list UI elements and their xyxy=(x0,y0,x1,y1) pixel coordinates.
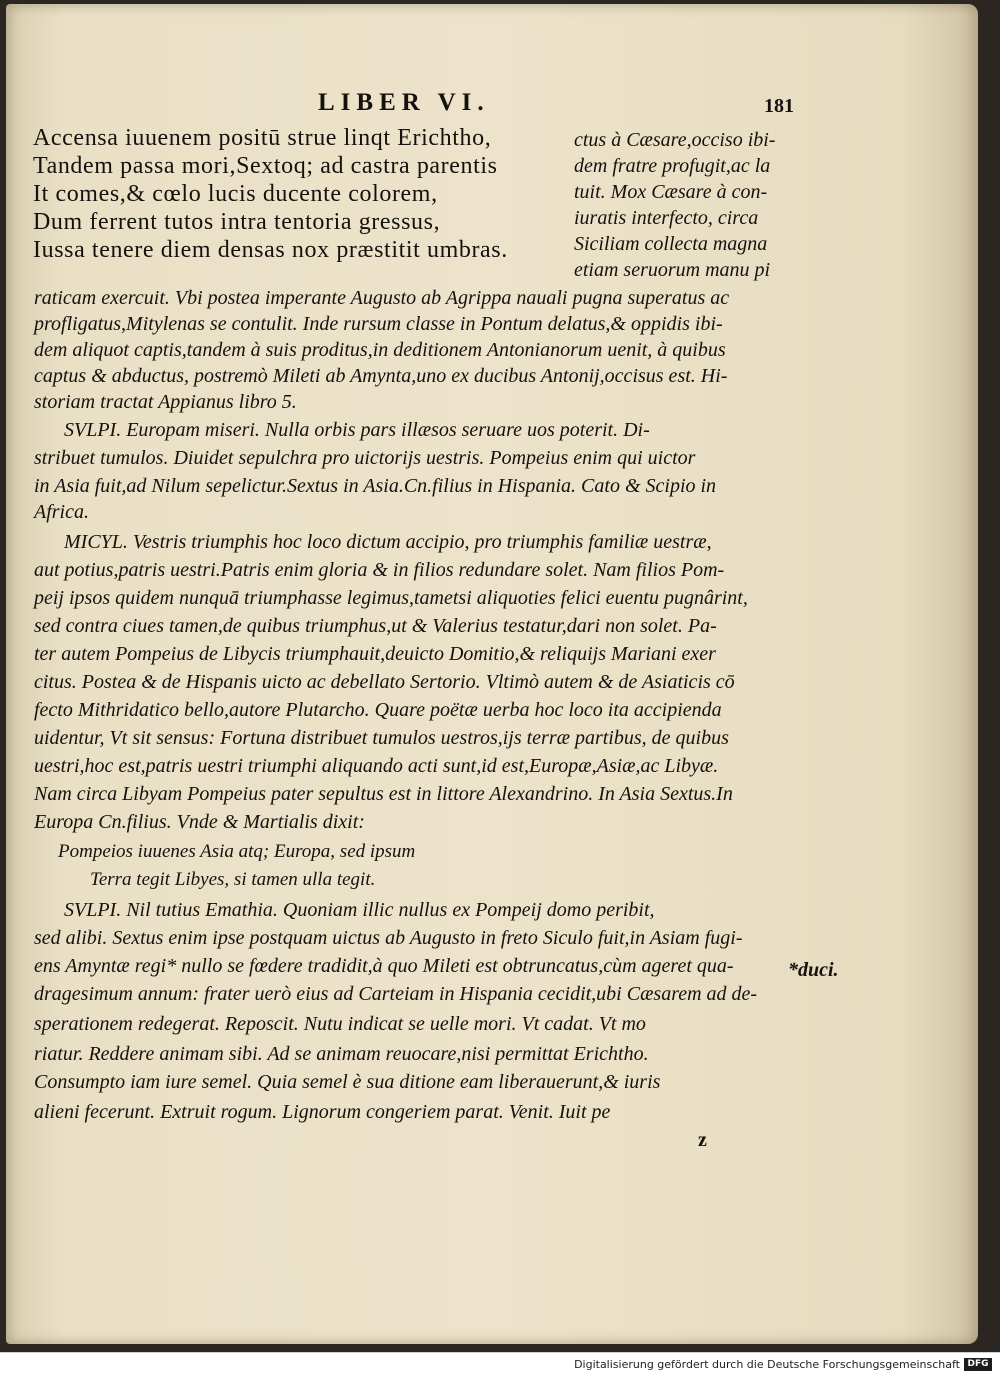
verse-line: Tandem passa mori,Sextoq; ad castra parentis xyxy=(33,153,498,179)
gloss-line: tuit. Mox Cæsare à con- xyxy=(574,181,768,203)
commentary-line: storiam tractat Appianus libro 5. xyxy=(34,391,297,413)
commentary-line: alieni fecerunt. Extruit rogum. Lignorum congeriem parat. Venit. Iuit pe xyxy=(34,1101,611,1123)
commentary-line: Nam circa Libyam Pompeius pater sepultus est in littore Alexandrino. In Asia Sextus.In xyxy=(34,783,733,805)
commentary-line: MICYL. Vestris triumphis hoc loco dictum accipio, pro triumphis familiæ uestræ, xyxy=(64,531,712,553)
commentary-line: profligatus,Mitylenas se contulit. Inde rursum classe in Pontum delatus,& oppidis ibi- xyxy=(34,313,723,335)
verse-line: Iussa tenere diem densas nox præstitit umbras. xyxy=(33,237,508,263)
commentary-line: uidentur, Vt sit sensus: Fortuna distribuet tumulos uestros,ijs terræ partibus, de quibus xyxy=(34,727,729,749)
commentary-line: dragesimum annum: frater uerò eius ad Carteiam in Hispania cecidit,ubi Cæsarem ad de- xyxy=(34,983,758,1005)
book-page xyxy=(6,4,978,1344)
commentary-line: Europa Cn.filius. Vnde & Martialis dixit: xyxy=(34,811,365,833)
commentary-line: Africa. xyxy=(34,501,89,523)
commentary-line: dem aliquot captis,tandem à suis proditus,in deditionem Antonianorum uenit, à quibus xyxy=(34,339,726,361)
gloss-line: etiam seruorum manu pi xyxy=(574,259,771,281)
quote-line: Terra tegit Libyes, si tamen ulla tegit. xyxy=(90,869,376,890)
commentary-line: riatur. Reddere animam sibi. Ad se animam reuocare,nisi permittat Erichtho. xyxy=(34,1043,649,1065)
commentary-line: uestri,hoc est,patris uestri triumphi aliquando acti sunt,id est,Europæ,Asiæ,ac Libyæ. xyxy=(34,755,719,777)
gloss-line: Siciliam collecta magna xyxy=(574,233,768,255)
gloss-line: dem fratre profugit,ac la xyxy=(574,155,771,177)
commentary-line: stribuet tumulos. Diuidet sepulchra pro uictorijs uestris. Pompeius enim qui uictor xyxy=(34,447,696,469)
margin-note: *duci. xyxy=(788,959,839,981)
gloss-line: ctus à Cæsare,occiso ibi- xyxy=(574,129,776,151)
signature-mark: z xyxy=(698,1129,707,1151)
commentary-line: sed alibi. Sextus enim ipse postquam uictus ab Augusto in freto Siculo fuit,in Asiam fugi- xyxy=(34,927,743,949)
commentary-line: captus & abductus, postremò Mileti ab Amynta,uno ex ducibus Antonij,occisus est. Hi- xyxy=(34,365,728,387)
commentary-line: ens Amyntæ regi* nullo se fœdere tradidit,à quo Mileti est obtruncatus,cùm ageret qua- xyxy=(34,955,734,977)
verse-line: It comes,& cœlo lucis ducente colorem, xyxy=(33,181,438,207)
quote-line: Pompeios iuuenes Asia atq; Europa, sed ipsum xyxy=(58,841,416,862)
gloss-line: iuratis interfecto, circa xyxy=(574,207,759,229)
verse-line: Dum ferrent tutos intra tentoria gressus, xyxy=(33,209,441,235)
running-title: LIBER VI. xyxy=(318,89,490,116)
commentary-line: sperationem redegerat. Reposcit. Nutu indicat se uelle mori. Vt cadat. Vt mo xyxy=(34,1013,646,1035)
commentary-line: SVLPI. Europam miseri. Nulla orbis pars illæsos seruare uos poterit. Di- xyxy=(64,419,650,441)
footer-credit: Digitalisierung gefördert durch die Deutsche Forschungsgemeinschaft xyxy=(574,1358,960,1371)
commentary-line: sed contra ciues tamen,de quibus triumphus,ut & Valerius testatur,dari non solet. Pa- xyxy=(34,615,717,637)
footer-bar xyxy=(0,1352,1000,1377)
commentary-line: aut potius,patris uestri.Patris enim gloria & in filios redundare solet. Nam filios Pom- xyxy=(34,559,725,581)
dfg-logo-icon: DFG xyxy=(964,1358,992,1371)
commentary-line: peij ipsos quidem nunquā triumphasse legimus,tametsi aliquoties felici euentu pugnârint, xyxy=(34,587,748,609)
commentary-line: SVLPI. Nil tutius Emathia. Quoniam illic nullus ex Pompeij domo peribit, xyxy=(64,899,655,921)
commentary-line: ter autem Pompeius de Libycis triumphauit,deuicto Domitio,& reliquijs Mariani exer xyxy=(34,643,716,665)
verse-line: Accensa iuuenem positū strue linqt Erichtho, xyxy=(33,125,492,151)
commentary-line: in Asia fuit,ad Nilum sepelictur.Sextus in Asia.Cn.filius in Hispania. Cato & Scipio in xyxy=(34,475,717,497)
commentary-line: Consumpto iam iure semel. Quia semel è sua ditione eam liberauerunt,& iuris xyxy=(34,1071,661,1093)
commentary-line: raticam exercuit. Vbi postea imperante Augusto ab Agrippa nauali pugna superatus ac xyxy=(34,287,730,309)
commentary-line: citus. Postea & de Hispanis uicto ac debellato Sertorio. Vltimò autem & de Asiaticis cō xyxy=(34,671,735,693)
folio-number: 181 xyxy=(764,95,794,117)
commentary-line: fecto Mithridatico bello,autore Plutarcho. Quare poëtæ uerba hoc loco ita accipienda xyxy=(34,699,722,721)
